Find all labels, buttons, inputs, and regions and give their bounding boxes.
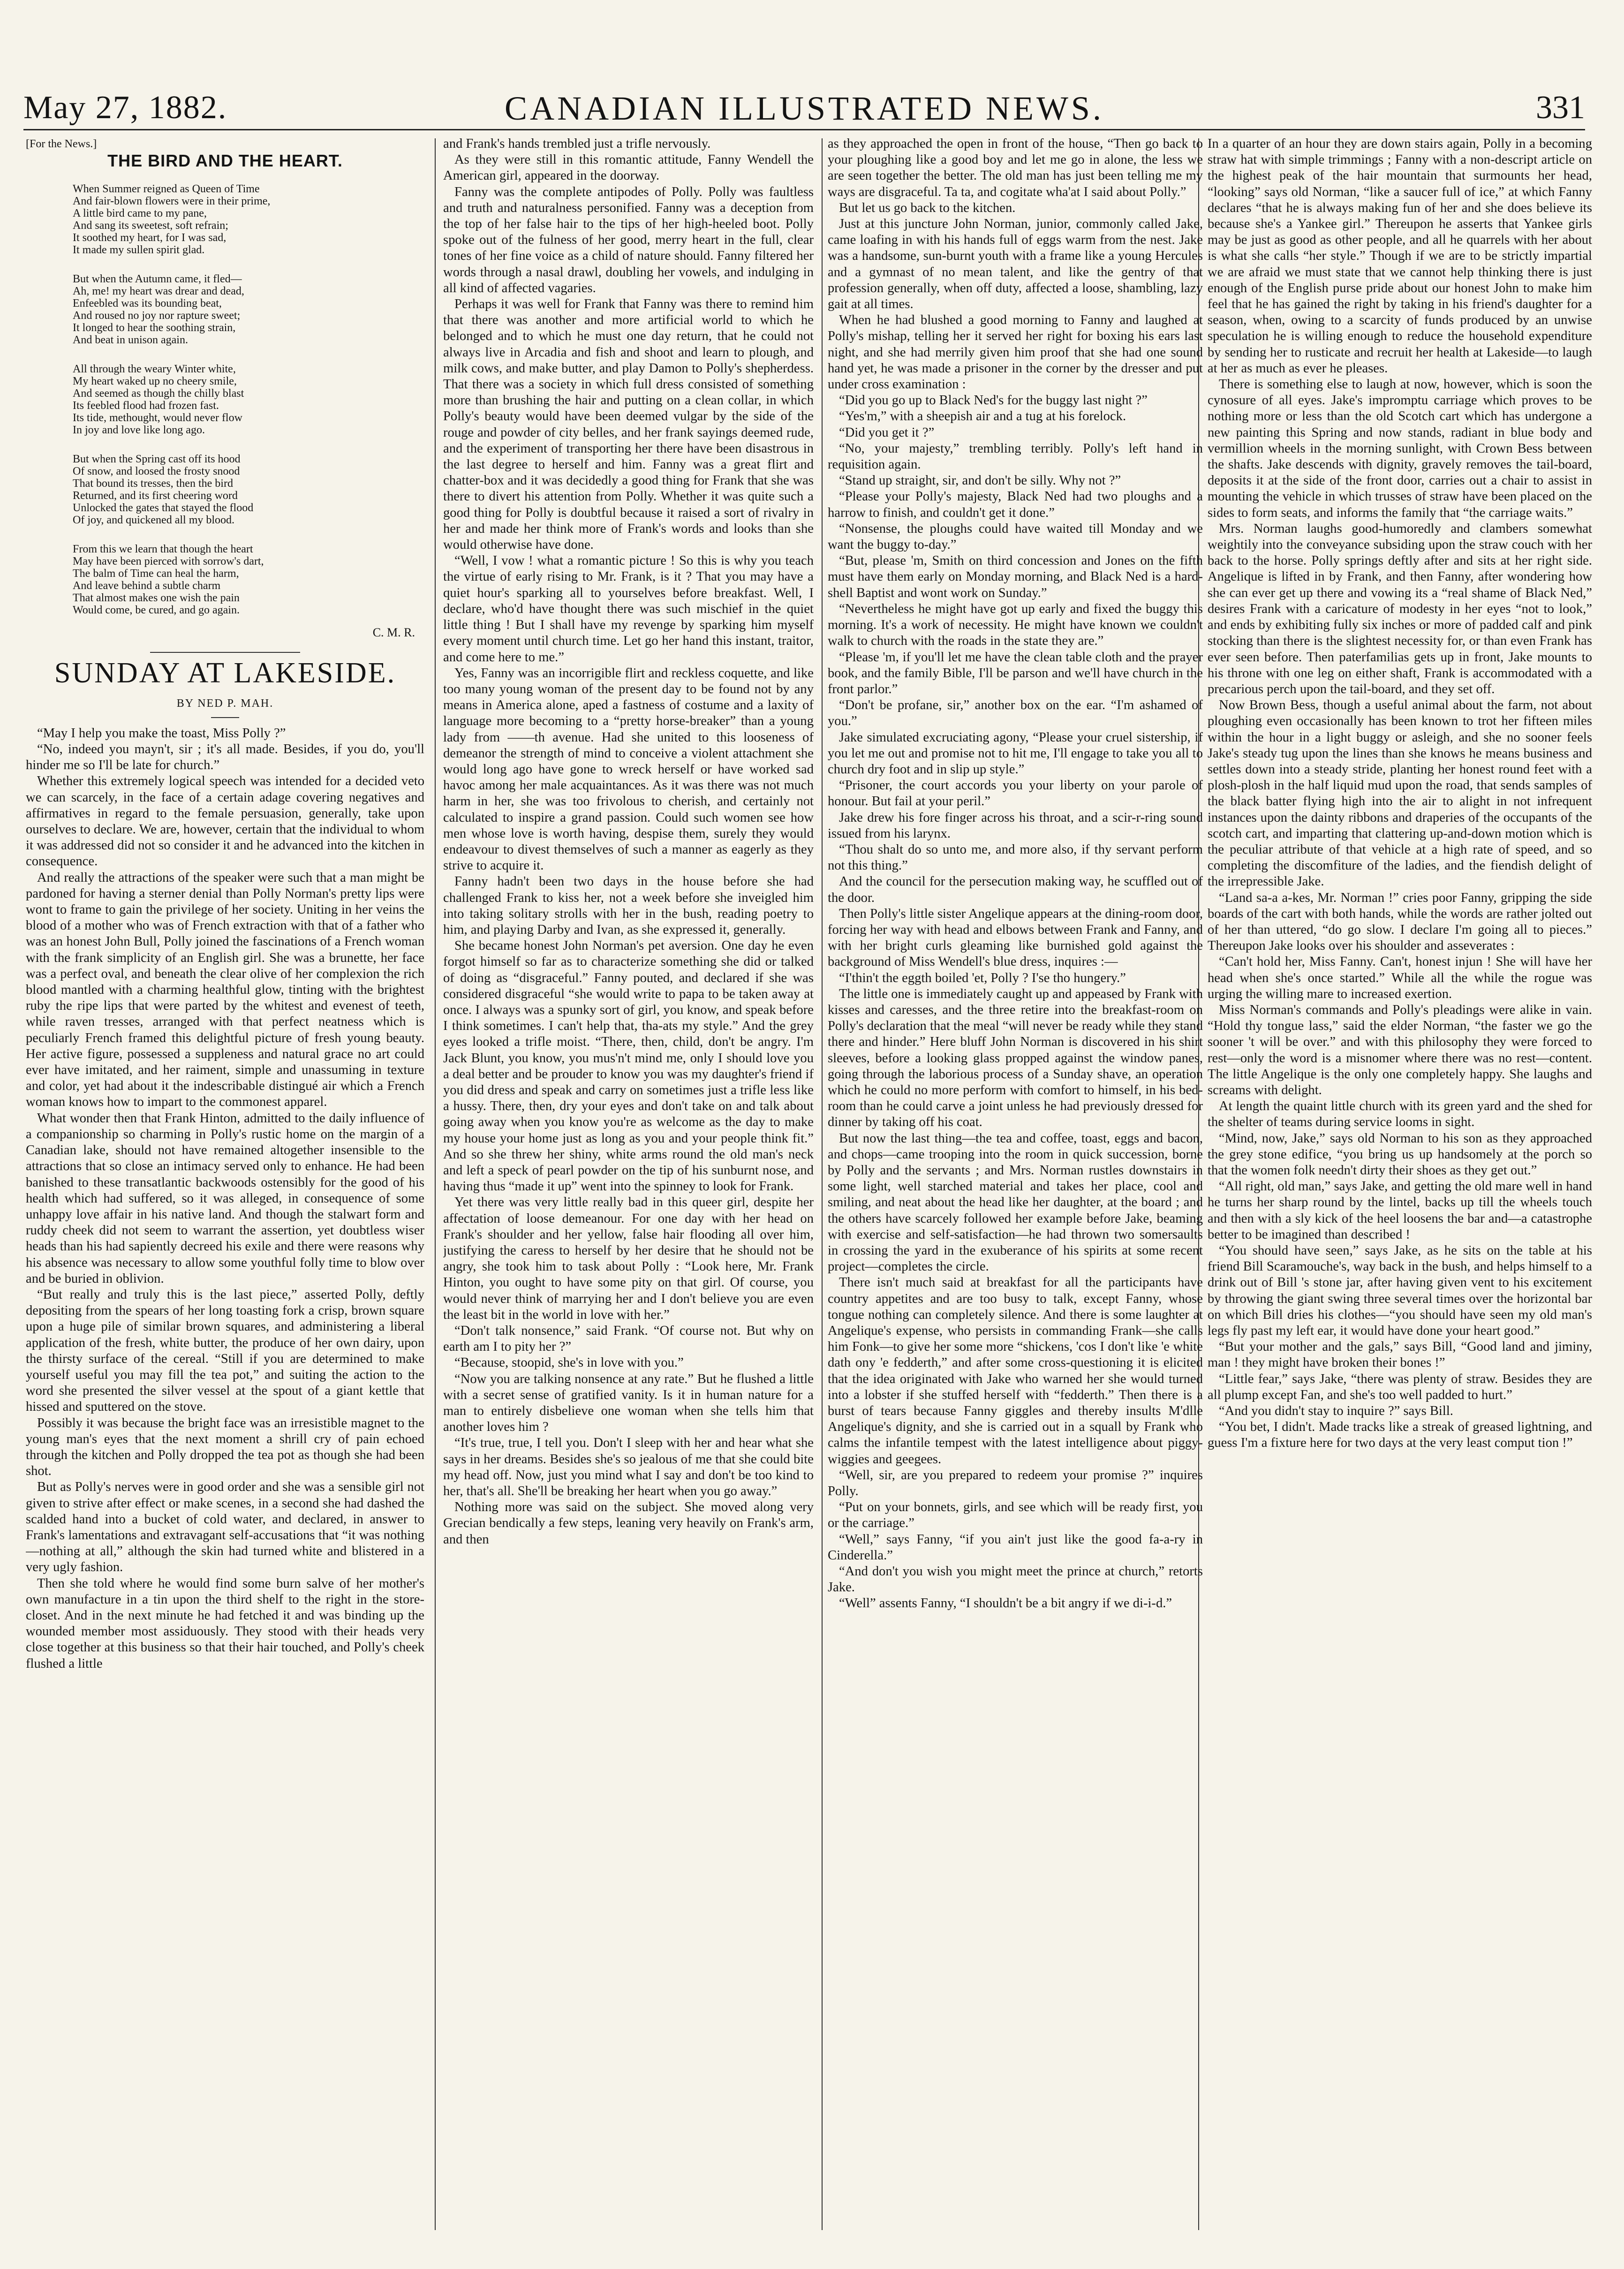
page-number: 331 <box>1536 90 1585 126</box>
story-paragraph: But as Polly's nerves were in good order and she was a sensible girl not given to strive after effect or make scenes, in a second she had dashed the scalded hand into a bucket of cold water, and declared, in answer to Frank's lamentations and extravagant self-accusations that “it was nothing—nothing at all,” although the skin had turned white and blistered in a very ugly fashion. <box>26 1480 424 1575</box>
poem-line: When Summer reigned as Queen of Time <box>73 183 260 196</box>
story-paragraph: At length the quaint little church with its green yard and the shed for the shelter of teams during service looms in sight. <box>1208 1099 1592 1130</box>
poem-line: And leave behind a subtle charm <box>73 580 221 592</box>
poem-line: Of snow, and loosed the frosty snood <box>73 465 240 478</box>
poem-line: And beat in unison again. <box>73 334 188 347</box>
story-paragraph: “May I help you make the toast, Miss Polly ?” <box>37 726 286 741</box>
story-paragraph: Yes, Fanny was an incorrigible flirt and reckless coquette, and like too many young woman of the present day to be found not by any means in America alone, aped a fastness of costume and a laxity of language more becoming to a “pretty horse-breaker” than a young lady from ——th avenue. Had she united to this looseness of demeanor the strength of mind to conceive a violent attachment she would long ago have gone to wreck herself or have worked sad havoc among her male acquaintances. As it was there was not much harm in her, she was too frivolous to cherish, and certainly not calculated to inspire a grand passion. Could such women see how men whose love is worth having, despise them, surely they would endeavour to divest themselves of such a manner as eagerly as they strive to acquire it. <box>443 666 814 873</box>
poem-title: THE BIRD AND THE HEART. <box>107 151 343 170</box>
story-paragraph: “Prisoner, the court accords you your liberty on your parole of honour. But fail at your peril.” <box>828 778 1203 809</box>
story-paragraph: Jake simulated excruciating agony, “Please your cruel sistership, if you let me out and promise not to hit me, I'll engage to take you all to church dry foot and in slip up style.” <box>828 730 1203 777</box>
story-paragraph: “Nevertheless he might have got up early and fixed the buggy this morning. It's a work of necessity. He might have known we couldn't walk to church with the roads in the state they are.” <box>828 601 1203 649</box>
masthead <box>23 80 1585 136</box>
poem-line: Its tide, methought, would never flow <box>73 412 242 424</box>
poem-stanza <box>73 363 424 436</box>
poem-line: It longed to hear the soothing strain, <box>73 322 236 334</box>
poem-line: That bound its tresses, then the bird <box>73 477 233 490</box>
story-paragraph: Just at this juncture John Norman, junior, commonly called Jake, came loafing in with his hands full of eggs warm from the nest. Jake was a handsome, sun-burnt youth with a frame like a young Hercules and a gymnast of no mean talent, and like the gentry of that profession generally, when off duty, affected a loose, shambling, lazy gait at all times. <box>828 217 1203 312</box>
story-paragraph: “Thou shalt do so unto me, and more also, if thy servant perform not this thing.” <box>828 842 1203 873</box>
story-paragraph: Jake drew his fore finger across his throat, and a scir-r-ring sound issued from his larynx. <box>828 810 1203 841</box>
poem-line: All through the weary Winter white, <box>73 363 236 376</box>
poem-line: In joy and love like long ago. <box>73 424 205 437</box>
publication-title: CANADIAN ILLUSTRATED NEWS. <box>505 90 1104 127</box>
story-paragraph: “Yes'm,” with a sheepish air and a tug at his forelock. <box>839 409 1126 424</box>
story-paragraph: “Put on your bonnets, girls, and see which will be ready first, you or the carriage.” <box>828 1500 1203 1531</box>
story-paragraph: “Well, sir, are you prepared to redeem your promise ?” inquires Polly. <box>828 1467 1203 1499</box>
story-paragraph: “Did you get it ?” <box>839 425 935 440</box>
poem-stanza <box>73 183 424 256</box>
story-paragraph: “Now you are talking nonsence at any rate.” But he flushed a little with a secret sense of gratified vanity. Is it in human nature for a man to entirely disbelieve one woman when she tells him that another loves him ? <box>443 1371 814 1435</box>
story-paragraph: There isn't much said at breakfast for all the participants have country appetites and are too busy to talk, except Fanny, whose tongue nothing can completely silence. And there is some laughter at Angelique's expense, who persists in commanding Frank—she calls him Fonk—to give her some more “shickens, 'cos I don't like 'e white dath ony 'e fedderth,” and after some cross-questioning it is elicited that the idea originated with Jake who warned her she would turned into a lobster if she stuffed herself with “fedderth.” Then there is a burst of tears because Fanny giggles and thereby insults M'dlle Angelique's dignity, and she is carried out in a squall by Frank who calms the infantile tempest with the latest intelligence about piggy-wiggies and geegees. <box>828 1275 1203 1467</box>
column-2 <box>443 136 814 2237</box>
story-paragraph: Fanny hadn't been two days in the house before she had challenged Frank to kiss her, not a week before she inveigled him into taking solitary strolls with her in the bush, reading poetry to him, and playing Darby and Ivan, as she expressed it, generally. <box>443 874 814 937</box>
story-paragraph: “And you didn't stay to inquire ?” says Bill. <box>1219 1404 1453 1419</box>
issue-date: May 27, 1882. <box>23 90 227 126</box>
story-paragraph: When he had blushed a good morning to Fanny and laughed at Polly's mishap, telling her it served her right for boxing his ears last night, and she had merrily given him proof that she had one sound hand yet, he was made a prisoner in the corner by the dresser and put under cross examination : <box>828 313 1203 392</box>
poem-line: Its feebled flood had frozen fast. <box>73 400 219 412</box>
story-column-4-text <box>1208 136 1592 1452</box>
column-3 <box>828 136 1203 2237</box>
story-paragraph: “Did you go up to Black Ned's for the buggy last night ?” <box>839 393 1148 408</box>
poem-line: The balm of Time can heal the harm, <box>73 567 239 580</box>
story-paragraph: “Well, I vow ! what a romantic picture ! So this is why you teach the virtue of early rising to Mr. Frank, is it ? That you may have a quiet hour's sparking all to yourselves before breakfast. Well, I declare, who'd have thought there was such mischief in the quiet little thing ! But I shall have my revenge by sparking him myself every moment until church time. Let go her hand this instant, traitor, and come here to me.” <box>443 553 814 665</box>
poem-stanza <box>73 543 424 616</box>
story-paragraph: Nothing more was said on the subject. She moved along very Grecian bendically a few steps, leaning very heavily on Frank's arm, and then <box>443 1500 814 1547</box>
column-4 <box>1208 136 1592 2237</box>
story-paragraph: Now Brown Bess, though a useful animal about the farm, not about ploughing even occasionally has been known to trot her fifteen miles within the hour in a light buggy or asleigh, and she no sooner feels Jake's steady tug upon the lines than she knows he means business and settles down into a steady stride, planting her honest round feet with a plosh-plosh in the half liquid mud upon the road, that sends samples of the black batter flying high into the air to alight in not infrequent instances upon the dainty ribbons and draperies of the occupants of the scotch cart, and imparting that clattering up-and-down motion which is the peculiar attribute of that vehicle at a high rate of speed, and so completing the discomfiture of the ladies, and the fiendish delight of the irrepressible Jake. <box>1208 698 1592 889</box>
story-paragraph: And really the attractions of the speaker were such that a man might be pardoned for having a sterner denial than Polly Norman's pretty lips were wont to frame to gain the privilege of her society. Uniting in her veins the blood of a mother who was of French extraction with that of a father who was an honest John Bull, Polly joined the fascinations of a French woman with the frank simplicity of an English girl. She was a brunette, her face was a perfect oval, and beneath the clear olive of her complexion the rich blood mantled with a charming healthful glow, tinting with the brightest ruby the ripe lips that were parted by the whitest and evenest of teeth, while raven tresses, arranged with that perfect neatness which is peculiarly French framed this delightful picture of fresh young beauty. Her active figure, possessed a suppleness and natural grace no art could ever have imitated, and her raiment, simple and unassuming in texture and color, yet had about it the indescribable distingué air which a French woman knows how to impart to the commonest apparel. <box>26 870 424 1110</box>
story-paragraph: “No, indeed you mayn't, sir ; it's all made. Besides, if you do, you'll hinder me so I'll be late for church.” <box>26 742 424 773</box>
story-paragraph: Perhaps it was well for Frank that Fanny was there to remind him that there was another and more artificial world to which he belonged and to which he must one day return, that he could not always live in Arcadia and fish and shoot and learn to plough, and milk cows, and make butter, and play Damon to Polly's shepherdess. That there was a society in which full dress consisted of something more than brushing the hair and putting on a clean collar, in which Polly's beauty would have been deemed vulgar by the side of the rouge and powder of city belles, and her frank sayings deemed rude, and the experiment of transporting her there have been disastrous in the last degree to herself and him. Fanny was a great flirt and chatter-box and it was decidedly a good thing for Frank that she was there to divert his attention from Polly. Whether it was quite such a good thing for Polly is doubtful because it raised a sort of rivalry in her and made her think more of Frank's words and looks than she would otherwise have done. <box>443 297 814 552</box>
story-paragraph: “You bet, I didn't. Made tracks like a streak of greased lightning, and guess I'm a fixture here for two days at the very least comput tion !” <box>1208 1420 1592 1451</box>
poem-line: A little bird came to my pane, <box>73 207 207 220</box>
poem-line: And roused no joy nor rapture sweet; <box>73 310 241 322</box>
story-paragraph: Mrs. Norman laughs good-humoredly and clambers somewhat weightily into the conveyance subsiding upon the straw couch with her back to the horse. Polly springs deftly after and sits at her right side. Angelique is lifted in by Frank, and then Fanny, after wondering how she can ever get up there and vowing its a “real shame of Black Ned,” desires Frank with a caricature of modesty in her eyes “not to look,” and ends by exhibiting fully six inches or more of padded calf and pink stocking than there is the slightest necessity for, or than even Frank has ever seen before. Then paterfamilias gets up in front, Jake mounts to his throne with one leg on either shaft, Frank is accommodated with a precarious perch upon the tail-board, and they set off. <box>1208 521 1592 696</box>
story-paragraph: “Please your Polly's majesty, Black Ned had two ploughs and a harrow to finish, and couldn't get it done.” <box>828 489 1203 520</box>
poem-stanza <box>73 273 424 346</box>
story-paragraph: The little one is immediately caught up and appeased by Frank with kisses and caresses, and the three retire into the breakfast-room on Polly's declaration that the meal “will never be ready while they stand there and hinder.” Here bluff John Norman is discovered in his shirt sleeves, before a looking glass propped against the window panes, going through the laborious process of a Sunday shave, an operation which he could no more perform with comfort to himself, in his bed-room than he could carve a joint unless he had previously dressed for dinner by taking off his coat. <box>828 986 1203 1130</box>
story-paragraph: “Please 'm, if you'll let me have the clean table cloth and the prayer book, and the family Bible, I'll be parson and we'll have church in the front parlor.” <box>828 650 1203 696</box>
story-column-1-text <box>26 726 424 1672</box>
story-paragraph: What wonder then that Frank Hinton, admitted to the daily influence of a companionship so charming in Polly's rustic home on the margin of a Canadian lake, should not have remained altogether insensible to the attractions that so close an intimacy served only to enhance. He had been banished to these transatlantic backwoods ostensibly for the good of his health which had suffered, so it was alleged, in consequence of some unhappy love affair in his native land. And though the stalwart form and ruddy cheek did not seem to warrant the assertion, yet doubtless wiser heads than his had sapiently decreed his exile and there were reasons why his absence was necessary to allow some youthful folly time to blow over and be buried in oblivion. <box>26 1111 424 1286</box>
poem-body <box>26 183 424 616</box>
story-paragraph: Possibly it was because the bright face was an irresistible magnet to the young man's eyes that the next moment a shrill cry of pain echoed through the kitchen and Polly dropped the tea pot as though she had been shot. <box>26 1415 424 1479</box>
story-paragraph: She became honest John Norman's pet aversion. One day he even forgot himself so far as to characterize something she did or talked of doing as “disgraceful.” Fanny pouted, and declared if she was considered disgraceful “she would write to papa to be taken away at once. I always was a spunky sort of girl, you know, and speak before I think sometimes. I can't help that, tha-ats my style.” And the grey eyes looked a trifle moist. “There, then, child, don't be angry. I'm Jack Blunt, you know, you mus'n't mind me, only I should love you a deal better and be prouder to know you was my daughter's friend if you did dress and speak and carry on sometimes just a trifle less like a hussy. There, then, dry your eyes and don't take on and talk about going away when you know you're as welcome as the day to make my house your home just as long as you and your people think fit.” And so she threw her shiny, white arms round the old man's neck and left a speck of pearl powder on the tip of his sunburnt nose, and having thus “made it up” went into the spinney to look for Frank. <box>443 938 814 1194</box>
column-rule <box>822 138 823 2230</box>
story-paragraph: “But your mother and the gals,” says Bill, “Good land and jiminy, man ! they might have broken their bones !” <box>1208 1339 1592 1370</box>
story-paragraph: “Can't hold her, Miss Fanny. Can't, honest injun ! She will have her head when she's once started.” While all the while the rogue was urging the willing mare to increased exertion. <box>1208 954 1592 1001</box>
story-paragraph: But now the last thing—the tea and coffee, toast, eggs and bacon, and chops—came trooping into the room in quick succession, borne by Polly and the servants ; and Mrs. Norman rustles downstairs in some light, well starched material and takes her place, cool and smiling, and neat about the head like her daughter, at the board ; and the others have scarcely followed her example before Jake, beaming with exercise and self-satisfaction—he had thrown two somersaults in crossing the yard in the exuberance of his spirits at some recent project—completes the circle. <box>828 1131 1203 1274</box>
story-paragraph: Fanny was the complete antipodes of Polly. Polly was faultless and truth and naturalness personified. Fanny was a deception from the top of her false hair to the tips of her high-heeled boot. Polly spoke out of the fulness of her good, merry heart in the full, clear tones of her fine voice as a child of nature should. Fanny filtered her words through a nasal drawl, doubling her vowels, and indulging in all kind of affected vagaries. <box>443 184 814 295</box>
story-paragraph: “But, please 'm, Smith on third concession and Jones on the fifth must have them early on Monday morning, and Black Ned is a hard-shell Baptist and wont work on Sunday.” <box>828 553 1203 600</box>
column-rule <box>435 138 436 2230</box>
story-paragraph: Then Polly's little sister Angelique appears at the dining-room door, forcing her way with head and elbows between Frank and Fanny, and with her bright curls gleaming like burnished gold against the background of Miss Wendell's blue dress, inquires :— <box>828 906 1203 969</box>
poem-line: Returned, and its first cheering word <box>73 490 238 502</box>
poem-stanza <box>73 453 424 526</box>
masthead-rule <box>23 129 1585 130</box>
poem-signature: C. M. R. <box>372 626 415 640</box>
section-divider <box>150 652 300 653</box>
poem-line: But when the Autumn came, it fled— <box>73 273 242 286</box>
poem-line: From this we learn that though the heart <box>73 543 253 556</box>
story-paragraph: “Well,” says Fanny, “if you ain't just like the good fa-a-ry in Cinderella.” <box>828 1532 1203 1563</box>
story-paragraph: “No, your majesty,” trembling terribly. Polly's left hand in requisition again. <box>828 441 1203 472</box>
story-paragraph: as they approached the open in front of the house, “Then go back to your ploughing like a good boy and let me go in alone, the less we are seen together the better. The old man has just been telling me my ways are disgraceful. Ta ta, and cogitate wha'at I said about Polly.” <box>828 136 1203 199</box>
story-paragraph: “But really and truly this is the last piece,” asserted Polly, deftly depositing from the spears of her long toasting fork a crisp, brown square upon a huge pile of similar brown squares, and administering a liberal application of the fresh, white butter, the produce of her own dairy, upon the thirsty surface of the cereal. “Still if you are determined to make yourself useful you may fill the tea pot,” and suiting the action to the word she presented the silver vessel at the spout of a giant kettle that hissed and sputtered on the stove. <box>26 1287 424 1414</box>
story-paragraph: “Well” assents Fanny, “I shouldn't be a bit angry if we di-i-d.” <box>839 1596 1172 1611</box>
poem-line: It soothed my heart, for I was sad, <box>73 232 227 244</box>
byline-rule <box>211 717 239 718</box>
poem-line: Ah, me! my heart was drear and dead, <box>73 285 244 298</box>
story-paragraph: “All right, old man,” says Jake, and getting the old mare well in hand he turns her sharp round by the lintel, backs up till the wheels touch and then with a sly kick of the heel loosens the bar and—a catastrophe better to be imagined than described ! <box>1208 1179 1592 1242</box>
story-paragraph: “Don't be profane, sir,” another box on the ear. “I'm ashamed of you.” <box>828 698 1203 729</box>
story-byline: BY NED P. MAH. <box>176 697 274 710</box>
poem-line: My heart waked up no cheery smile, <box>73 375 237 388</box>
story-paragraph: As they were still in this romantic attitude, Fanny Wendell the American girl, appeared in the doorway. <box>443 152 814 183</box>
poem-line: That almost makes one wish the pain <box>73 592 240 605</box>
story-column-3-text <box>828 136 1203 1612</box>
poem-line: And sang its sweetest, soft refrain; <box>73 219 228 232</box>
story-paragraph: But let us go back to the kitchen. <box>839 200 1016 215</box>
story-paragraph: “Nonsense, the ploughs could have waited till Monday and we want the buggy to-day.” <box>828 521 1203 552</box>
poem-line: It made my sullen spirit glad. <box>73 244 205 257</box>
poem-line: Of joy, and quickened all my blood. <box>73 514 235 527</box>
story-paragraph: Whether this extremely logical speech was intended for a decided veto we can scarcely, in the face of a certain adage covering negatives and affirmatives in regard to the female persuasion, generally, take upon ourselves to declare. We are, however, certain that the individual to whom it was addressed did not so consider it and he advanced into the kitchen in consequence. <box>26 774 424 869</box>
story-title: SUNDAY AT LAKESIDE. <box>54 657 396 689</box>
story-paragraph: “Little fear,” says Jake, “there was plenty of straw. Besides they are all plump except Fan, and she's too well padded to hurt.” <box>1208 1371 1592 1402</box>
poem-source-note: [For the News.] <box>26 138 97 150</box>
story-paragraph: Yet there was very little really bad in this queer girl, despite her affectation of loose demeanour. For one day with her head on Frank's shoulder and her yellow, false hair flooding all over him, justifying the caress to herself by her desire that he should not be angry, she took him to task about Polly : “Look here, Mr. Frank Hinton, you ought to have some pity on that girl. Of course, you would never think of marrying her and I don't believe you are even the least bit in the world in love with her.” <box>443 1195 814 1322</box>
story-paragraph: “Don't talk nonsence,” said Frank. “Of course not. But why on earth am I to pity her ?” <box>443 1324 814 1354</box>
story-paragraph: “Because, stoopid, she's in love with you.” <box>454 1355 684 1370</box>
poem-line: And fair-blown flowers were in their prime, <box>73 195 271 208</box>
story-paragraph: “I'thin't the eggth boiled 'et, Polly ? I'se tho hungery.” <box>839 970 1126 985</box>
poem-line: Would come, be cured, and go again. <box>73 604 240 617</box>
story-paragraph: Then she told where he would find some burn salve of her mother's own manufacture in a tin upon the third shelf to the right in the store-closet. And in the next minute he had fetched it and was binding up the wounded member most assiduously. They stood with their heads very close together at this business so that their hair touched, and Polly's cheek flushed a little <box>26 1576 424 1671</box>
poem-line: Enfeebled was its bounding beat, <box>73 297 222 310</box>
story-paragraph: “It's true, true, I tell you. Don't I sleep with her and hear what she says in her dreams. Besides she's so jealous of me that she could bite my head off. Now, just you mind what I say and don't be too kind to her, that's all. She'll be breaking her heart when you go away.” <box>443 1436 814 1499</box>
story-paragraph: “Land sa-a a-kes, Mr. Norman !” cries poor Fanny, gripping the side boards of the cart with both hands, while the words are rather jolted out of her than uttered, “do go slow. I declare I'm going all to pieces.” Thereupon Jake looks over his shoulder and asseverates : <box>1208 890 1592 953</box>
story-paragraph: “You should have seen,” says Jake, as he sits on the table at his friend Bill Scaramouche's, way back in the bush, and helps himself to a drink out of Bill 's stone jar, after having given vent to his excitement by throwing the giant swing three several times over the horizontal bar on which Bill dries his clothes—“you should have seen my old man's legs fly past my left ear, it would have done your heart good.” <box>1208 1243 1592 1339</box>
poem-line: But when the Spring cast off its hood <box>73 453 241 466</box>
column-1 <box>26 136 424 2237</box>
story-paragraph: In a quarter of an hour they are down stairs again, Polly in a becoming straw hat with simple trimmings ; Fanny with a non-descript article on the highest peak of the hair mountain that surmounts her head, “looking” says old Norman, “like a saucer full of ice,” at which Fanny declares “that he is always making fun of her and she does believe its because she's a Yankee girl.” Thereupon he asserts that Yankee girls may be just as good as other people, and all he quarrels with her about is what she calls “her style.” Though if we are to be strictly impartial we are afraid we must state that we cannot help thinking there is just enough of the English purse pride about our honest John to make him feel that he has gained the right by taking in his friend's daughter for a season, when, owing to a scarcity of funds produced by an unwise speculation he is willing enough to reduce the household expenditure by sending her to rusticate and recruit her health at Lakeside—to laugh at her as much as ever he pleases. <box>1208 136 1592 376</box>
story-paragraph: Miss Norman's commands and Polly's pleadings were alike in vain. “Hold thy tongue lass,” said the elder Norman, “the faster we go the sooner 't will be over.” and with this philosophy they were forced to rest—only the word is a misnomer where there was no rest—content. The little Angelique is the only one completely happy. She laughs and screams with delight. <box>1208 1002 1592 1097</box>
story-paragraph: There is something else to laugh at now, however, which is soon the cynosure of all eyes. Jake's impromptu carriage which proves to be nothing more or less than the old Scotch cart which has undergone a new painting this Spring and now stands, radiant in blue body and vermillion wheels in the morning sunlight, with Crown Bess between the shafts. Jake descends with dignity, gravely removes the tail-board, deposits it at the side of the front door, carries out a chair to assist in mounting the vehicle in which trusses of straw have been placed on the sides to form seats, and informs the family that “the carriage waits.” <box>1208 377 1592 520</box>
story-paragraph: “Mind, now, Jake,” says old Norman to his son as they approached the grey stone edifice, “you bring us up handsomely at the porch so that the women folk needn't dirty their shoes as they get out.” <box>1208 1131 1592 1178</box>
poem-line: And seemed as though the chilly blast <box>73 387 244 400</box>
story-paragraph: “And don't you wish you might meet the prince at church,” retorts Jake. <box>828 1564 1203 1595</box>
poem-line: May have been pierced with sorrow's dart, <box>73 555 264 568</box>
story-paragraph: “Stand up straight, sir, and don't be silly. Why not ?” <box>839 473 1121 488</box>
story-paragraph: And the council for the persecution making way, he scuffled out of the door. <box>828 874 1203 905</box>
story-paragraph: and Frank's hands trembled just a trifle nervously. <box>443 136 711 151</box>
story-column-2-text <box>443 136 814 1548</box>
poem-line: Unlocked the gates that stayed the flood <box>73 502 254 514</box>
